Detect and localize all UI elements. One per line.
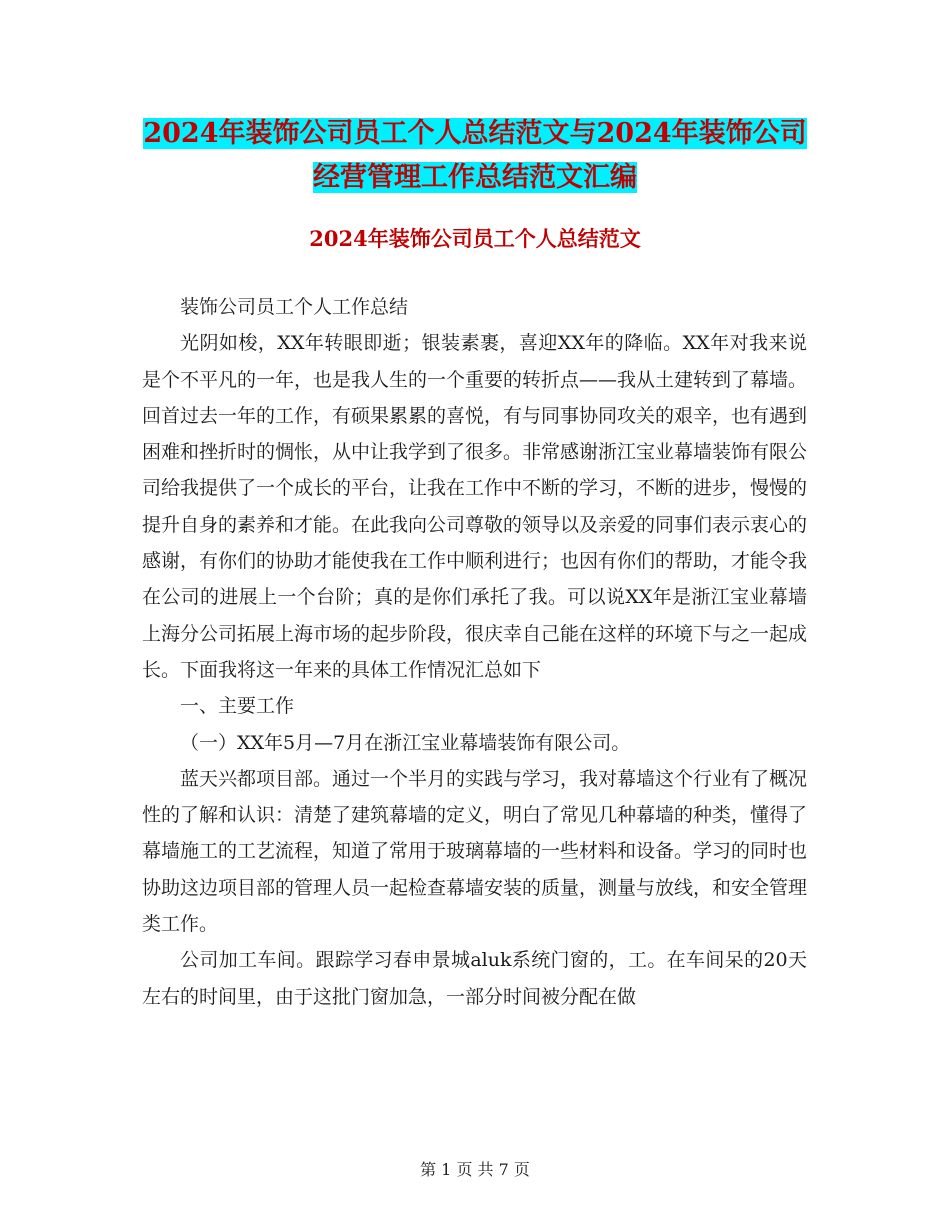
paragraph: 公司加工车间。跟踪学习春申景城aluk系统门窗的，工。在车间呆的20天左右的时间里，由于这批门窗加急，一部分时间被分配在做	[142, 949, 807, 1008]
paragraph-section-heading: 一、主要工作	[180, 695, 295, 718]
paragraph-heading: 装饰公司员工个人工作总结	[180, 296, 409, 318]
paragraph: 光阴如梭，XX年转眼即逝；银装素裹，喜迎XX年的降临。XX年对我来说是个不平凡的一年，也是我人生的一个重要的转折点——我从土建转到了幕墙。回首过去一年的工作，有硕果累累的喜悦，有与同事协同攻关的艰辛，也有遇到困难和挫折时的惆怅，从中让我学到了很多。非常感谢浙江宝业幕墙装饰有限公司给我提供了一个成长的平台，让我在工作中不断的学习，不断的进步，慢慢的提升自身的素养和才能。在此我向公司尊敬的领导以及亲爱的同事们表示衷心的感谢，有你们的协助才能使我在工作中顺利进行；也因有你们的帮助，才能令我在公司的进展上一个台阶；真的是你们承托了我。可以说XX年是浙江宝业幕墙上海分公司拓展上海市场的起步阶段，很庆幸自己能在这样的环境下与之一起成长。下面我将这一年来的具体工作情况汇总如下	[142, 332, 808, 681]
document-title-line-2: 经营管理工作总结范文汇编	[313, 162, 637, 193]
paragraph: 蓝天兴都项目部。通过一个半月的实践与学习，我对幕墙这个行业有了概况性的了解和认识：清楚了建筑幕墙的定义，明白了常见几种幕墙的种类，懂得了幕墙施工的工艺流程，知道了常用于玻璃幕墙的一些材料和设备。学习的同时也协助这边项目部的管理人员一起检查幕墙安装的质量，测量与放线，和安全管理类工作。	[142, 767, 808, 936]
document-body	[142, 289, 807, 1015]
document-title-line-1: 2024年装饰公司员工个人总结范文与2024年装饰公司	[143, 118, 807, 149]
paragraph-subsection-heading: （一）XX年5月—7月在浙江宝业幕墙装饰有限公司。	[180, 731, 631, 754]
page-footer: 第 1 页 共 7 页	[420, 1160, 530, 1179]
document-title	[140, 112, 810, 200]
section-title: 2024年装饰公司员工个人总结范文	[309, 226, 641, 251]
